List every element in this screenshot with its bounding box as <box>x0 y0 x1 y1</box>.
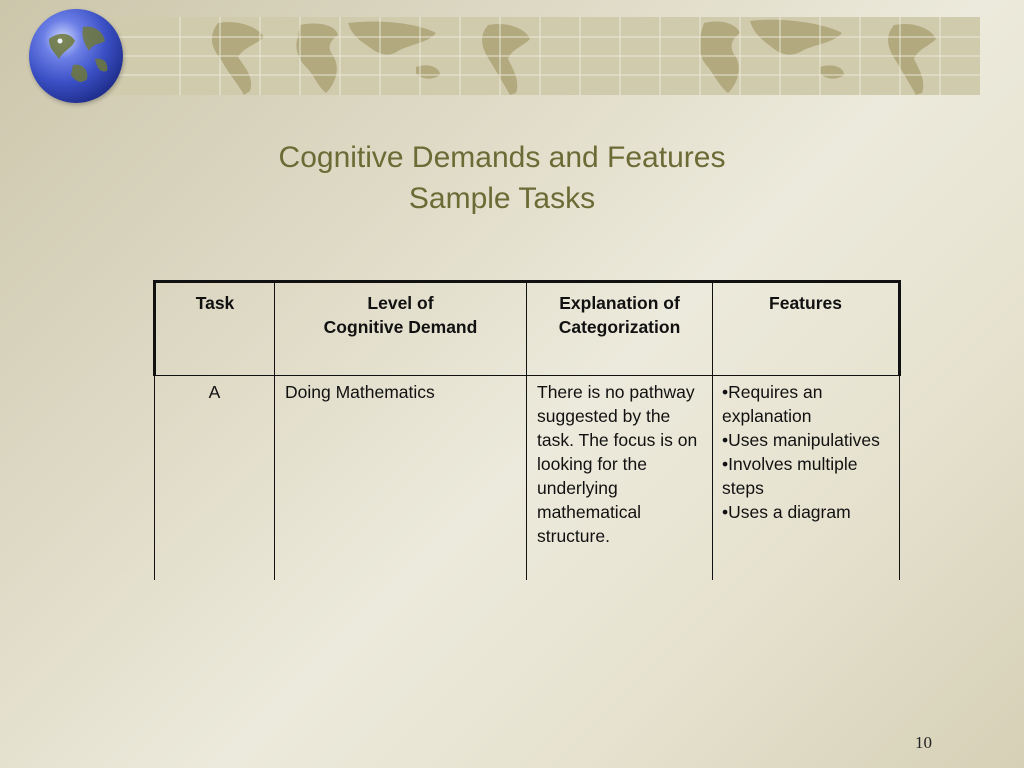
cell-features <box>713 376 900 580</box>
slide-title <box>0 137 1004 219</box>
feature-item: •Uses manipulatives <box>722 430 880 450</box>
header-level-line-1: Level of <box>367 293 434 313</box>
feature-item: •Involves multiple steps <box>722 454 858 498</box>
world-map-banner <box>68 17 980 95</box>
header-features-label: Features <box>769 293 842 313</box>
feature-item: •Requires an explanation <box>722 382 823 426</box>
cell-level: Doing Mathematics <box>275 376 527 580</box>
header-explanation-line-1: Explanation of <box>559 293 680 313</box>
table-row <box>155 376 900 580</box>
page-number: 10 <box>915 733 932 752</box>
cell-explanation: There is no pathway suggested by the task. The focus is on looking for the underlying mathematical structure. <box>527 376 713 580</box>
world-map-decoration <box>68 17 980 95</box>
title-line-1: Cognitive Demands and Features <box>278 141 726 174</box>
cognitive-demands-table <box>153 280 901 580</box>
header-explanation-line-2: Categorization <box>558 317 681 337</box>
cell-task: A <box>155 376 275 580</box>
header-features <box>713 282 900 376</box>
header-level <box>275 282 527 376</box>
header-level-line-2: Cognitive Demand <box>323 317 478 337</box>
header-task-label: Task <box>195 293 235 313</box>
header-explanation <box>527 282 713 376</box>
header-task <box>155 282 275 376</box>
feature-item: •Uses a diagram <box>722 502 851 522</box>
globe-icon <box>29 9 123 103</box>
table-header-row <box>155 282 900 376</box>
title-line-2: Sample Tasks <box>408 182 596 215</box>
